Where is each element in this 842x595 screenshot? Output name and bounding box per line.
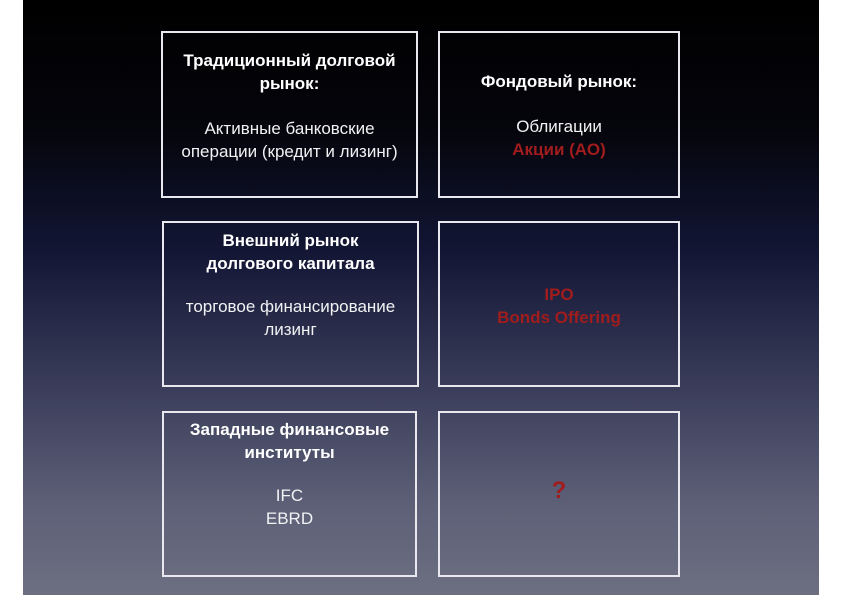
box-title: Внешний рынок долгового капитала	[206, 231, 375, 273]
slide	[23, 0, 819, 595]
unknown-box	[438, 411, 680, 577]
box-highlight: Акции (АО)	[512, 140, 606, 159]
box-title: Традиционный долговой рынок:	[183, 51, 396, 93]
external-debt-market-box	[162, 221, 419, 387]
box-highlight: IPO Bonds Offering	[497, 285, 621, 327]
box-body: торговое финансирование лизинг	[185, 297, 396, 339]
box-title: Западные финансовые институты	[189, 420, 390, 462]
box-body: Облигации	[516, 117, 602, 136]
stock-market-box	[438, 31, 680, 198]
western-institutions-box	[162, 411, 417, 577]
box-title: Фондовый рынок:	[480, 72, 638, 91]
ipo-box	[438, 221, 680, 387]
box-body: IFC EBRD	[265, 486, 314, 528]
question-mark: ?	[551, 477, 567, 504]
box-body: Активные банковские операции (кредит и лизинг)	[181, 119, 398, 161]
traditional-debt-market-box	[161, 31, 418, 198]
